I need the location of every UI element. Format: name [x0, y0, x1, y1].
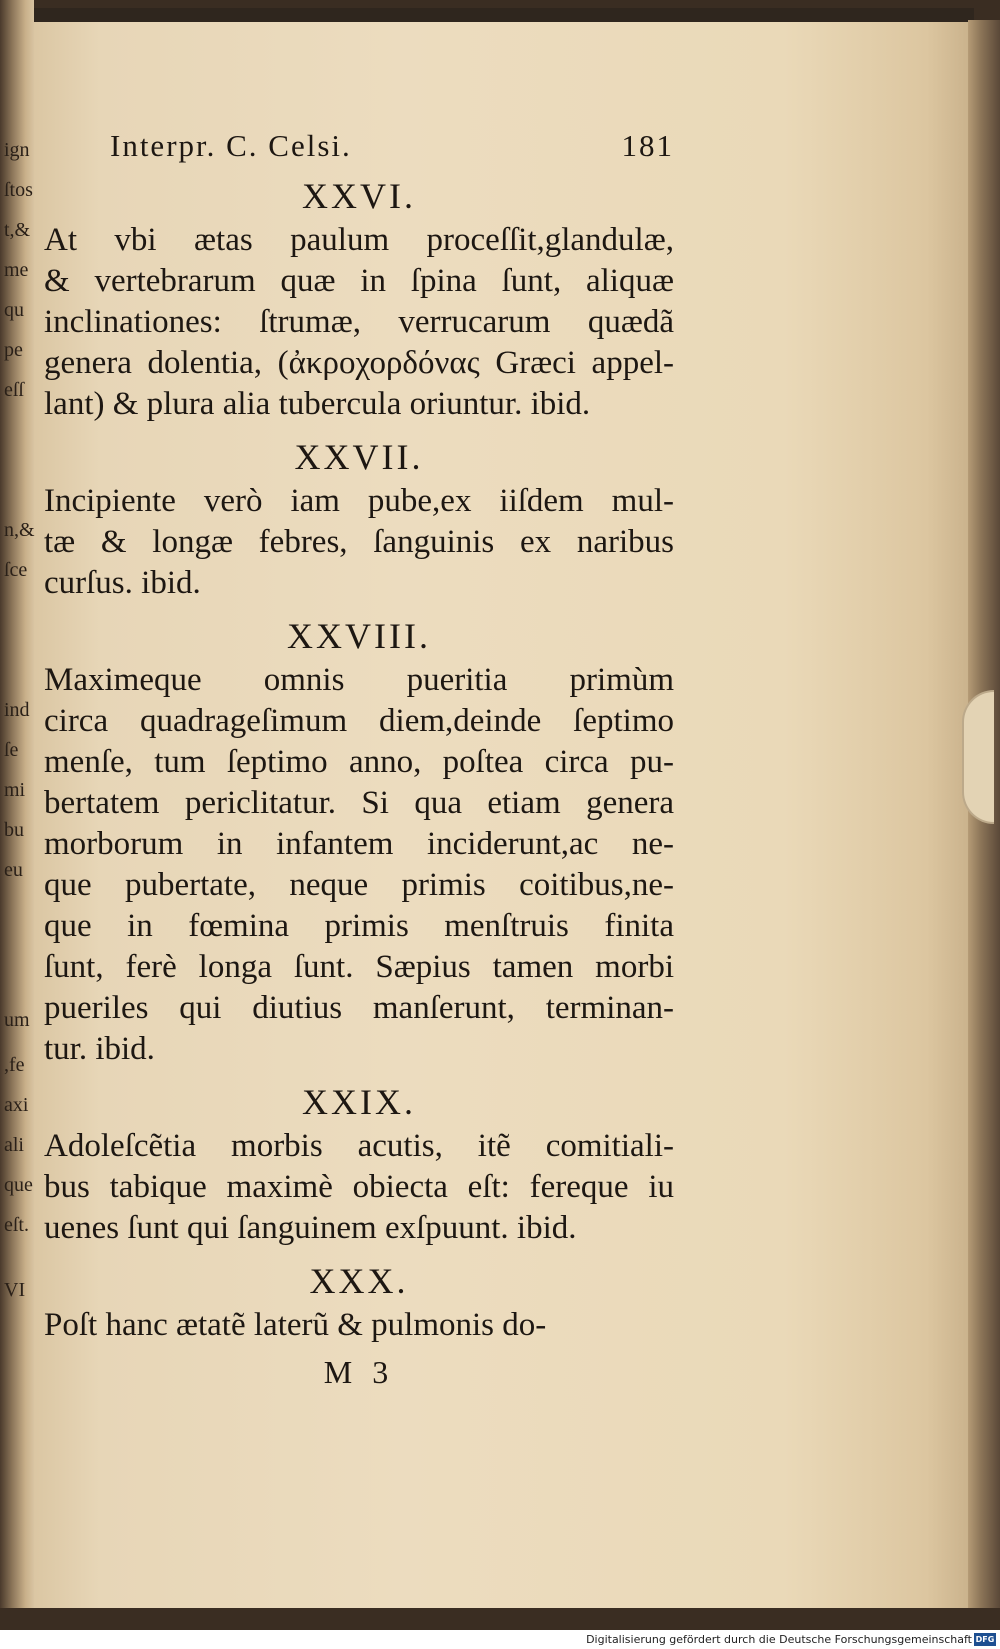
- text-line: Incipiente verò iam pube,ex iiſdem mul-: [44, 483, 674, 519]
- facing-page-fragment: mi: [4, 779, 26, 801]
- page-number: 181: [621, 128, 674, 163]
- section-paragraph: [44, 1126, 674, 1249]
- facing-page-fragment: ali: [4, 1134, 24, 1156]
- printer-signature: M 3: [323, 1354, 395, 1390]
- sections-container: [44, 172, 674, 1346]
- text-line: bus tabique maximè obiecta eſt: fereque iu: [44, 1169, 674, 1205]
- facing-page-fragments: [4, 110, 35, 1410]
- facing-page-fragment: bu: [4, 819, 24, 841]
- facing-page-fragment: qu: [4, 299, 24, 321]
- footer-bar: [0, 1630, 1000, 1649]
- text-line: At vbi ætas paulum proceſſit,glandulæ,: [44, 222, 674, 258]
- facing-page-fragment: ſce: [4, 559, 28, 581]
- facing-page-fragment: t,&: [4, 219, 31, 241]
- clasp-mark: [962, 690, 994, 824]
- facing-page-fragment: um: [4, 1009, 30, 1031]
- text-line: genera dolentia, (ἀκροχορδόνας Græci appel-: [44, 345, 674, 381]
- facing-page-fragment: n,&: [4, 519, 35, 541]
- section-paragraph: [44, 1305, 674, 1346]
- text-line: uenes ſunt qui ſanguinem exſpuunt. ibid.: [44, 1210, 577, 1246]
- facing-page-fragment: ind: [4, 699, 30, 721]
- section-paragraph: [44, 660, 674, 1070]
- text-line: que in fœmina primis menſtruis finita: [44, 908, 674, 944]
- text-line: que pubertate, neque primis coitibus,ne-: [44, 867, 674, 903]
- text-line: Adoleſcẽtia morbis acutis, itẽ comitiali-: [44, 1128, 674, 1164]
- text-line: tæ & longæ febres, ſanguinis ex naribus: [44, 524, 674, 560]
- text-line: menſe, tum ſeptimo anno, poſtea circa pu-: [44, 744, 674, 780]
- facing-page-fragment: VI: [4, 1279, 26, 1301]
- funding-credit: Digitalisierung gefördert durch die Deutsche Forschungsgemeinschaft: [586, 1633, 972, 1646]
- running-head-title: Interpr. C. Celsi.: [110, 128, 352, 163]
- text-line: lant) & plura alia tubercula oriuntur. ibid.: [44, 386, 591, 422]
- text-line: & vertebrarum quæ in ſpina ſunt, aliquæ: [44, 263, 674, 299]
- text-line: pueriles qui diutius manſerunt, terminan-: [44, 990, 674, 1026]
- text-line: curſus. ibid.: [44, 565, 201, 601]
- section-paragraph: [44, 220, 674, 425]
- facing-page-fragment: que: [4, 1174, 33, 1196]
- facing-page-fragment: ign: [4, 139, 30, 161]
- text-line: Maximeque omnis pueritia primùm: [44, 662, 674, 698]
- facing-page-fragment: ,fe: [4, 1054, 25, 1076]
- facing-page-fragment: eſt.: [4, 1214, 29, 1236]
- section-number: XXIX.: [302, 1082, 416, 1122]
- facing-page-fragment: ſe: [4, 739, 19, 761]
- running-header: [110, 128, 674, 172]
- section-number: XXVI.: [302, 176, 416, 216]
- section-number: XXX.: [309, 1261, 409, 1301]
- facing-page-fragment: ſtos: [4, 179, 33, 201]
- facing-page-fragment: me: [4, 259, 29, 281]
- text-line: tur. ibid.: [44, 1031, 155, 1067]
- section-number: XXVII.: [294, 437, 424, 477]
- facing-page-fragment: axi: [4, 1094, 29, 1116]
- text-line: circa quadrageſimum diem,deinde ſeptimo: [44, 703, 674, 739]
- facing-page-fragment: eu: [4, 859, 23, 881]
- facing-page-fragment: eſſ: [4, 379, 24, 401]
- text-line: morborum in infantem inciderunt,ac ne-: [44, 826, 674, 862]
- dfg-logo: DFG: [975, 1635, 995, 1644]
- text-line: Poſt hanc ætatẽ laterũ & pulmonis do-: [44, 1307, 547, 1343]
- facing-page-fragment: pe: [4, 339, 23, 361]
- scan-bottom-edge: [0, 1608, 1000, 1630]
- text-line: bertatem periclitatur. Si qua etiam genera: [44, 785, 674, 821]
- section-number: XXVIII.: [287, 616, 431, 656]
- text-line: inclinationes: ſtrumæ, verrucarum quædã: [44, 304, 674, 340]
- page-text: [44, 128, 674, 1391]
- text-line: ſunt, ferè longa ſunt. Sæpius tamen morbi: [44, 949, 674, 985]
- section-paragraph: [44, 481, 674, 604]
